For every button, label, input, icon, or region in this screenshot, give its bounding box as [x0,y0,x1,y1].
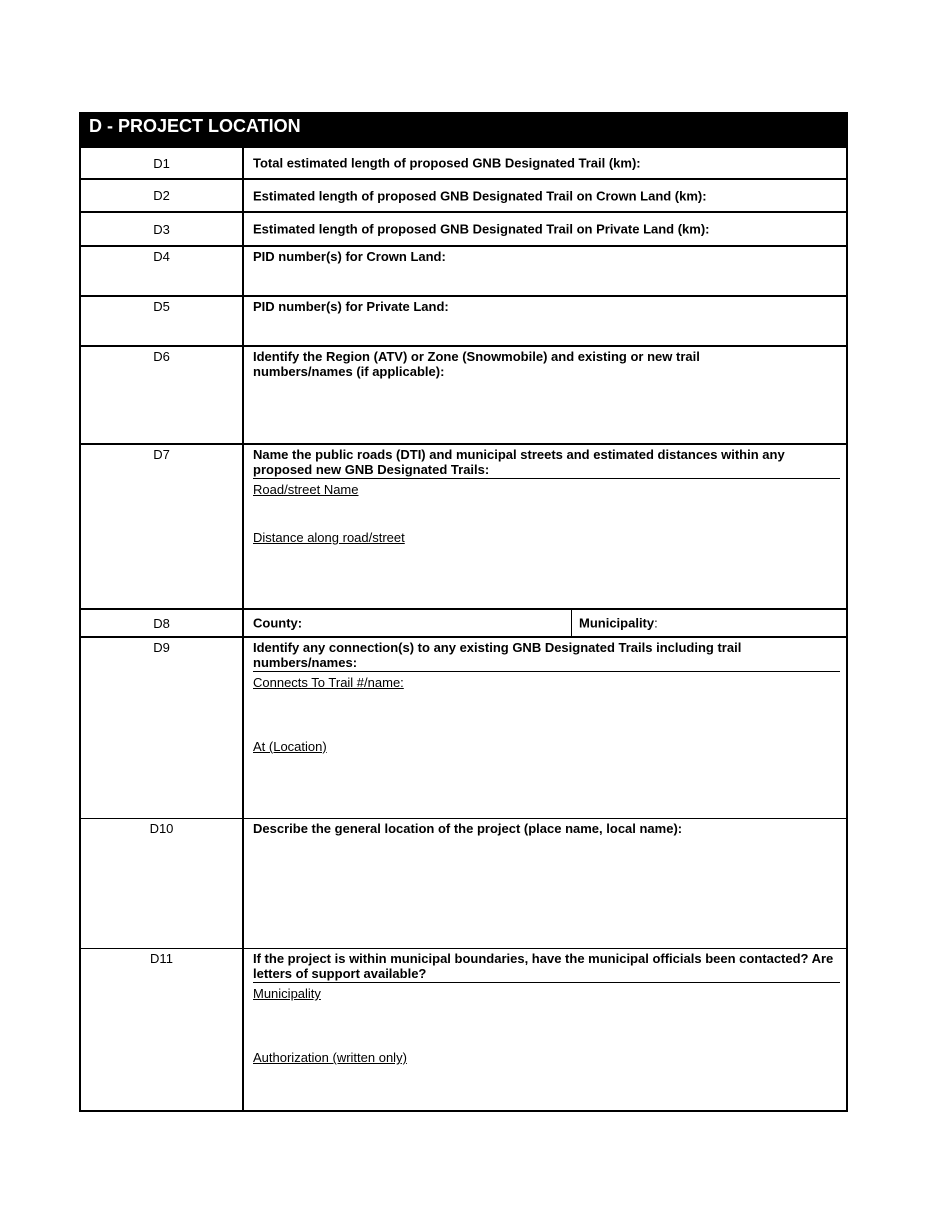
county-field[interactable] [246,610,846,636]
row-d3 [81,211,846,245]
answer-field[interactable] [246,445,846,608]
row-d9 [81,636,846,818]
question-label: Describe the general location of the project (place name, local name): [253,821,683,836]
row-d7 [81,443,846,608]
municipality-field[interactable] [579,616,658,631]
question-label: Estimated length of proposed GNB Designated Trail on Crown Land (km): [253,188,707,203]
row-code: D2 [81,180,244,211]
question-label: If the project is within municipal boundaries, have the municipal officials been contacted? Are letters of support available? [253,949,840,983]
field-divider [571,610,572,636]
question-label: PID number(s) for Private Land: [253,299,449,314]
answer-field[interactable] [246,213,846,245]
row-code: D4 [81,247,244,295]
question-label: Name the public roads (DTI) and municipal streets and estimated distances within any proposed new GNB Designated Trails: [253,445,840,479]
answer-field[interactable] [246,247,846,295]
row-code: D8 [81,610,244,636]
row-code: D1 [81,148,244,178]
connects-to-trail-label: Connects To Trail #/name: [253,675,404,690]
row-code: D9 [81,638,244,818]
answer-field[interactable] [246,347,846,443]
question-label: PID number(s) for Crown Land: [253,249,446,264]
county-label: County: [253,615,303,631]
municipality-label: Municipality [579,615,655,631]
authorization-label: Authorization (written only) [253,1050,407,1065]
row-code: D3 [81,213,244,245]
row-code: D10 [81,819,244,948]
answer-field[interactable] [246,180,846,211]
section-header: D - PROJECT LOCATION [81,114,846,146]
row-code: D11 [81,949,244,1112]
row-d2 [81,178,846,211]
distance-label: Distance along road/street [253,530,405,545]
at-location-label: At (Location) [253,739,327,754]
row-d11 [81,948,846,1112]
answer-field[interactable] [246,949,846,1112]
question-label: Identify the Region (ATV) or Zone (Snowmobile) and existing or new trail numbers/names (if applicable): [253,349,700,379]
project-location-form [79,112,848,1112]
question-label: Identify any connection(s) to any existing GNB Designated Trails including trail numbers/names: [253,638,840,672]
row-d10 [81,818,846,948]
row-code: D6 [81,347,244,443]
answer-field[interactable] [246,148,846,178]
answer-field[interactable] [246,638,846,818]
row-code: D7 [81,445,244,608]
municipality-sub-label: Municipality [253,986,321,1001]
row-d4 [81,245,846,295]
municipality-colon: : [654,615,658,631]
row-d1 [81,146,846,178]
row-d8 [81,608,846,636]
question-label: Estimated length of proposed GNB Designated Trail on Private Land (km): [253,221,710,237]
row-d5 [81,295,846,345]
row-d6 [81,345,846,443]
question-label: Total estimated length of proposed GNB Designated Trail (km): [253,155,641,171]
road-street-name-label: Road/street Name [253,482,359,497]
answer-field[interactable] [246,297,846,345]
answer-field[interactable] [246,819,846,948]
row-code: D5 [81,297,244,345]
